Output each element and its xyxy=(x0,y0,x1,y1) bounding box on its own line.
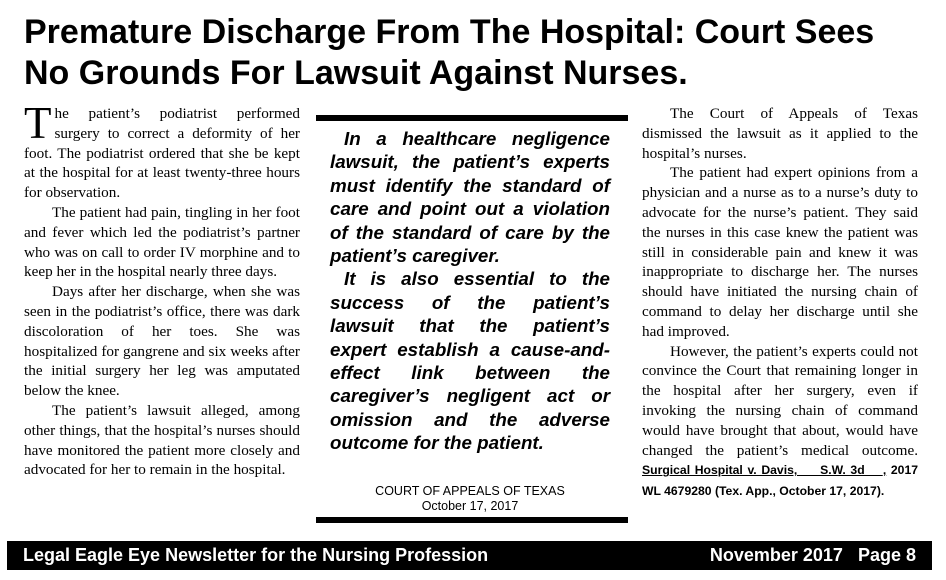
newsletter-name: Legal Eagle Eye Newsletter for the Nursing Profession xyxy=(23,545,489,565)
source-date: October 17, 2017 xyxy=(421,499,519,513)
source-court: COURT OF APPEALS OF TEXAS xyxy=(375,484,565,498)
left-paragraph-1-text: he patient’s podiatrist performed surgery to correct a deformity of her foot. The podiatrist ordered that she be kept at the hospital for at least twenty-three hours for observation. xyxy=(24,105,300,202)
right-paragraph-1: The Court of Appeals of Texas dismissed the lawsuit as it applied to the hospital’s nurses. xyxy=(642,105,918,162)
left-paragraph-1 xyxy=(24,98,300,203)
case-citation-rest: 2017 WL 4679280 (Tex. App., October 17, 2017). xyxy=(642,463,918,499)
footer-bar xyxy=(7,541,932,570)
left-paragraph-3: Days after her discharge, when she was seen in the podiatrist’s office, there was dark discoloration of her toes. She was hospitalized for gangrene and six weeks after the initial surgery her leg was amputated below the knee. xyxy=(24,283,300,400)
pull-quote-bottom-rule xyxy=(316,517,628,523)
pull-quote-top-rule xyxy=(316,115,628,121)
issue-date: November 2017 xyxy=(709,545,843,565)
left-paragraph-4: The patient’s lawsuit alleged, among other things, that the hospital’s nurses should have monitored the patient more closely and advocated for her to remain in the hospital. xyxy=(24,401,300,479)
right-column xyxy=(642,104,918,502)
drop-cap: T xyxy=(24,98,52,148)
pull-quote xyxy=(330,127,610,455)
right-paragraph-3 xyxy=(642,342,918,502)
page-number: Page 8 xyxy=(857,545,916,565)
left-column xyxy=(24,98,300,480)
case-citation-title: Surgical Hospital v. Davis, __ S.W. 3d __, xyxy=(642,463,887,478)
pull-quote-paragraph-1: In a healthcare negligence lawsuit, the patient’s experts must identify the standard of care and point out a violation of the standard of care by the patient’s caregiver. xyxy=(330,128,610,267)
pull-quote-paragraph-2: It is also essential to the success of the patient’s lawsuit that the patient’s expert establish a cause-and-effect link between the caregiver’s negligent act or omission and the adverse outcome for the patient. xyxy=(330,268,610,454)
left-paragraph-2: The patient had pain, tingling in her foot and fever which led the podiatrist’s partner who was on call to order IV morphine and to keep her in the hospital nearly three days. xyxy=(24,203,300,281)
right-paragraph-3-text: However, the patient’s experts could not convince the Court that remaining longer in the hospital after her surgery, even if invoking the nursing chain of command would have brought that about, would have changed the patient’s medical outcome. xyxy=(642,342,918,459)
pull-quote-source xyxy=(330,484,610,514)
headline: Premature Discharge From The Hospital: Court Sees No Grounds For Lawsuit Against Nurses. xyxy=(24,13,875,92)
issue-info xyxy=(710,541,916,570)
right-paragraph-2: The patient had expert opinions from a physician and a nurse as to a nurse’s duty to advocate for the nurse’s patient. They said the nurses in this case knew the patient was still in considerable pain and knew it was inappropriate to discharge her. The nurses should have initiated the nursing chain of command to delay her discharge until she had improved. xyxy=(642,164,918,340)
case-citation xyxy=(642,463,918,498)
